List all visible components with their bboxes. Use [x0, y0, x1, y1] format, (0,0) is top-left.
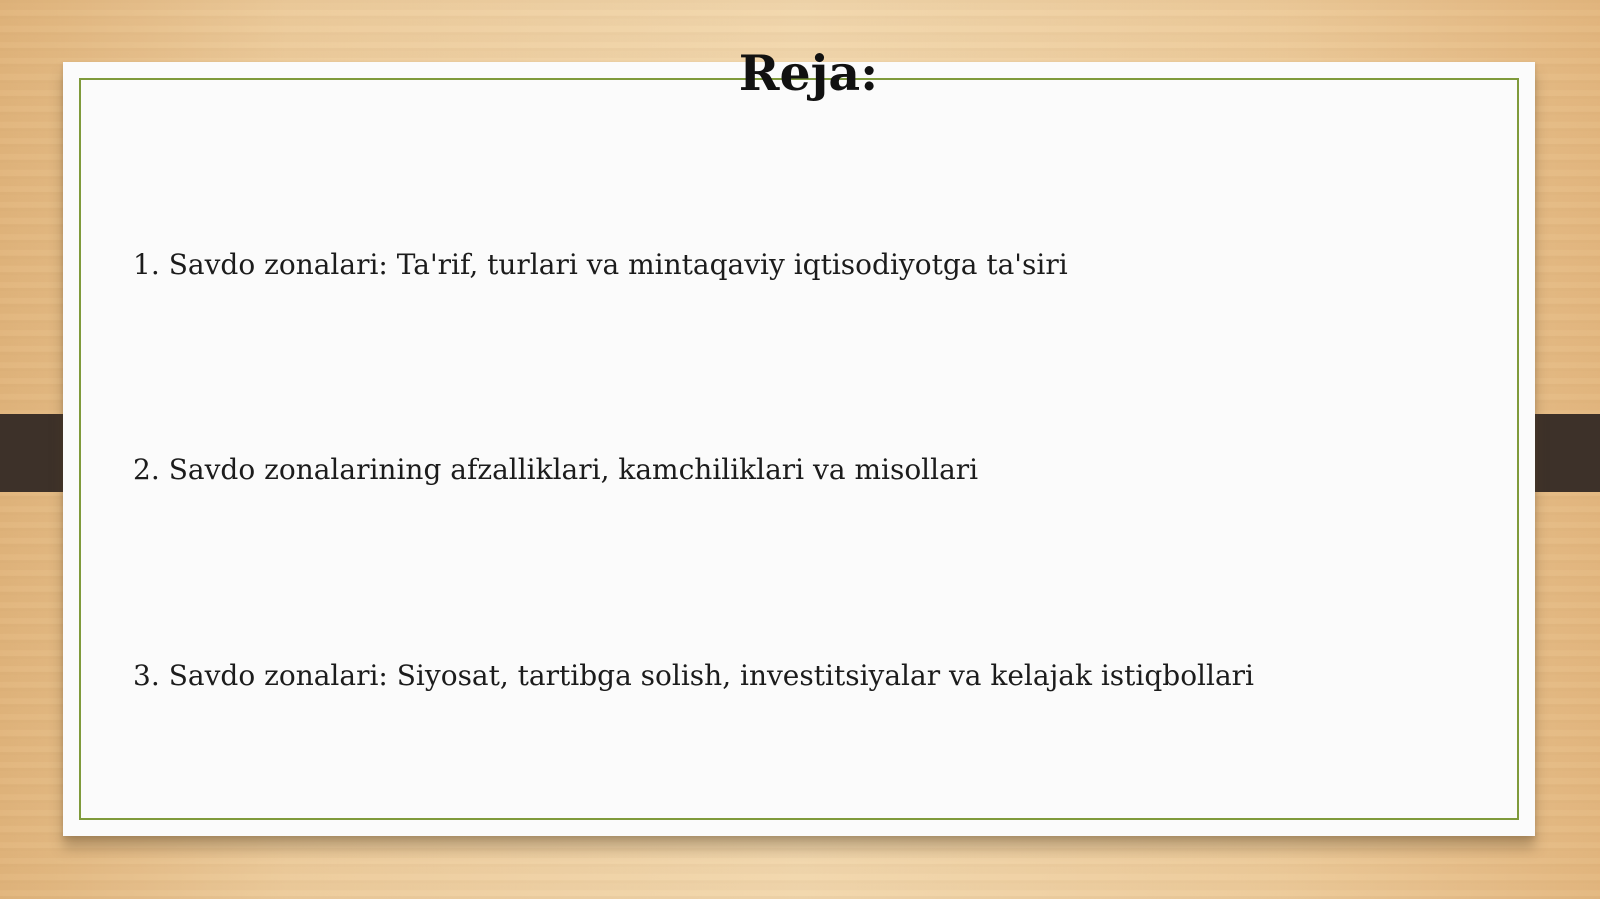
plan-item-text: Savdo zonalari: Siyosat, tartibga solish, investitsiyalar va kelajak istiqbollari: [168, 659, 1254, 692]
plan-item-text: Savdo zonalarining afzalliklari, kamchiliklari va misollari: [168, 453, 979, 486]
plan-item-number: 1.: [133, 248, 160, 281]
plan-item-3: [133, 656, 1254, 696]
slide-title: Reja:: [738, 44, 879, 102]
slide-card: [63, 62, 1535, 836]
slide-inner-border: [79, 78, 1519, 820]
plan-item-2: [133, 450, 978, 490]
plan-item-number: 3.: [133, 659, 160, 692]
plan-item-number: 2.: [133, 453, 160, 486]
plan-item-1: [133, 245, 1068, 285]
plan-item-text: Savdo zonalari: Ta'rif, turlari va mintaqaviy iqtisodiyotga ta'siri: [168, 248, 1068, 281]
